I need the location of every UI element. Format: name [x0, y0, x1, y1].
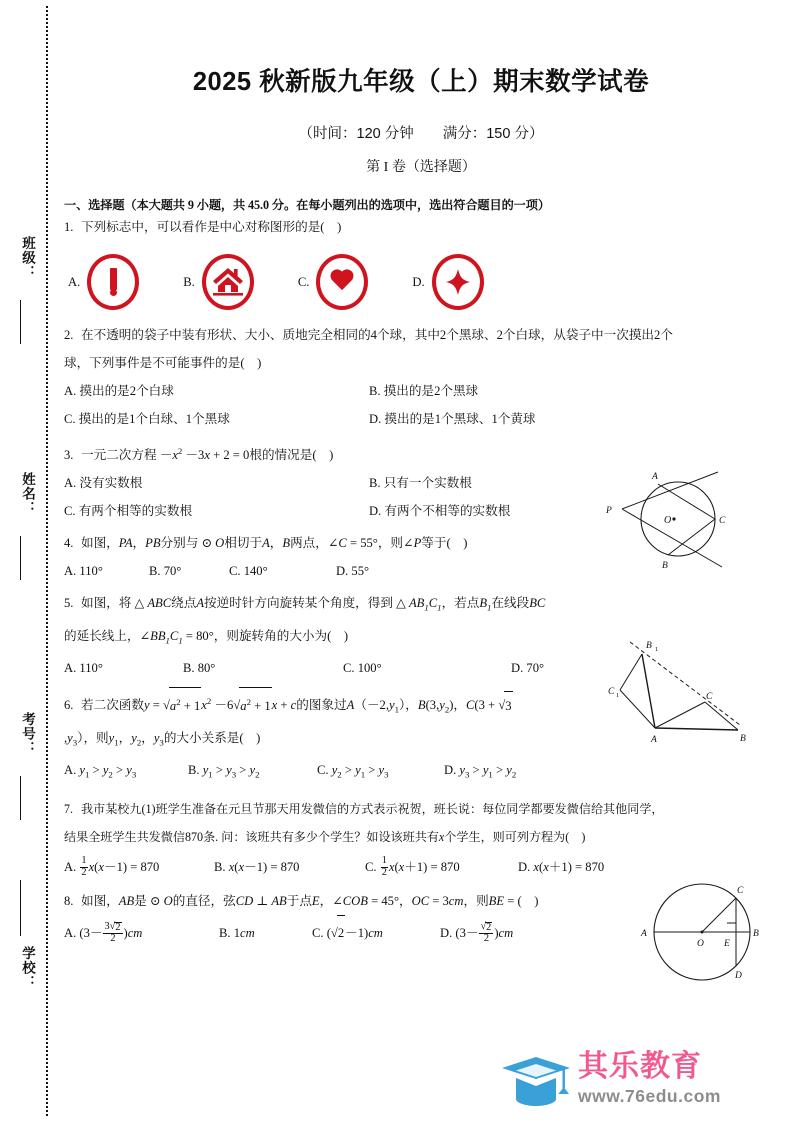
svg-text:C: C	[719, 516, 726, 526]
question-7-number: 7.	[64, 801, 74, 816]
q8-pre: 如图，	[81, 893, 119, 908]
q6-post: 的图象过	[296, 698, 347, 713]
q6-pt-c: C	[466, 698, 475, 713]
q8-perp: ⊥	[253, 893, 272, 908]
q8-val2: = 3	[429, 893, 449, 908]
svg-text:B: B	[662, 561, 668, 571]
svg-text:C: C	[706, 692, 713, 702]
margin-rule-exam-number	[20, 776, 21, 820]
svg-text:E: E	[724, 939, 730, 949]
question-2-stem-text-1: 在不透明的袋子中装有形状、大小、质地完全相同的4个球，其中2个黑球、2个白球，从袋子中一次摸出2个	[81, 328, 673, 342]
option-b[interactable]: B. 70°	[149, 564, 182, 579]
page-title: 2025 秋新版九年级（上）期末数学试卷	[192, 68, 650, 96]
q8-ab2: AB	[271, 893, 287, 908]
diamond-in-circle-icon	[432, 254, 484, 310]
q6-radical-2: $√a^2 + 1$	[233, 686, 271, 719]
margin-label-school: 学校：	[20, 946, 35, 990]
q6-pt-a: A	[346, 698, 355, 713]
svg-text:O: O	[697, 939, 704, 949]
q8-val: = 45°，	[367, 893, 412, 908]
svg-text:D: D	[735, 971, 742, 981]
margin-label-exam-number: 考号：	[20, 712, 35, 756]
q8-post: = ( )	[504, 893, 539, 908]
q5-ab1c1: $AB_1C_1$	[408, 596, 442, 613]
question-2-options	[64, 377, 780, 405]
brand-name-cn: 其乐教育	[578, 1050, 702, 1083]
option-b-label: B.	[183, 274, 195, 289]
q7-var-x: x	[438, 829, 445, 844]
q5-mid4: 在线段	[491, 596, 530, 611]
binding-margin	[0, 0, 58, 1122]
option-b[interactable]: B. $y_1 > y_3 > y_2$	[188, 763, 260, 780]
q4-val: = 55°，则∠	[346, 536, 414, 551]
footer-brand-logo	[500, 1052, 721, 1107]
q8-be: BE	[488, 893, 505, 908]
option-b[interactable]: B. 只有一个实数根	[369, 476, 472, 491]
q5-mid2: 按逆时针方向旋转某个角度，得到 △	[204, 596, 409, 611]
q6-pre: 若二次函数	[81, 698, 144, 713]
question-7-stem-line2	[64, 823, 780, 851]
q6-pt-b: B	[417, 698, 426, 713]
q4-post: 等于( )	[421, 536, 468, 551]
option-d[interactable]: D. 摸出的是1个黑球、1个黄球	[369, 412, 536, 426]
question-2-stem-line2: 球，下列事件是不可能事件的是( )	[64, 356, 262, 370]
option-c[interactable]: C. (√2－1)cm	[312, 915, 440, 950]
q5-b1: $B_1$	[479, 596, 492, 613]
svg-text:B: B	[753, 929, 759, 939]
option-a[interactable]: A. 摸出的是2个白球	[64, 384, 174, 398]
option-b[interactable]: B. 摸出的是2个黑球	[369, 384, 479, 398]
question-4-number: 4.	[64, 536, 74, 551]
question-7-stem-text-1: 我市某校九(1)班学生准备在元旦节那天用发微信的方式表示祝贺，班长说：每位同学都要发微信给其他同学，	[81, 801, 664, 816]
house-glyph	[211, 266, 245, 298]
question-3-stem-pre: 一元二次方程	[81, 448, 157, 463]
question-6-options	[64, 756, 780, 789]
option-a[interactable]: A. $\frac{1}{2}$ x(x－1) = 870	[64, 855, 160, 879]
q8-mid3: 于点	[286, 893, 312, 908]
question-1-option-c[interactable]	[298, 254, 369, 310]
q5-bc: BC	[529, 596, 546, 611]
question-2	[62, 321, 780, 433]
option-c[interactable]: C. $y_2 > y_1 > y_3$	[317, 763, 389, 780]
q4-pa: PA	[118, 536, 133, 551]
q4-a: A	[262, 536, 270, 551]
question-1-option-a[interactable]	[68, 254, 139, 310]
q8-o: O	[163, 893, 173, 908]
question-8-number: 8.	[64, 893, 74, 908]
option-b[interactable]: B. x(x－1) = 870	[214, 859, 300, 874]
option-c[interactable]: C. 有两个相等的实数根	[64, 504, 193, 519]
question-1-option-d[interactable]	[412, 254, 483, 310]
margin-label-class: 班级：	[20, 236, 35, 280]
brand-text-block	[578, 1052, 721, 1107]
svg-text:C: C	[608, 687, 615, 697]
graduation-cap-icon	[500, 1053, 572, 1107]
option-b[interactable]: B. 80°	[183, 661, 216, 676]
question-1-stem-text: 下列标志中，可以看作是中心对称图形的是( )	[81, 220, 342, 234]
svg-text:O: O	[664, 515, 672, 526]
svg-text:B: B	[740, 734, 746, 744]
question-5-number: 5.	[64, 596, 74, 611]
option-a[interactable]: A. (3－ $\frac{3√2}{2}$ )cm	[64, 921, 143, 945]
margin-label-name: 姓名：	[20, 472, 35, 516]
option-c[interactable]: C. 140°	[229, 564, 268, 579]
q4-mid2: 相切于	[224, 536, 263, 551]
q8-angle: ，∠	[319, 893, 343, 908]
q4-p: P	[413, 536, 422, 551]
margin-rule-name	[20, 536, 21, 580]
q5-abc: ABC	[147, 596, 172, 611]
question-1-stem	[64, 213, 780, 241]
exam-page-content	[62, 0, 780, 1122]
question-7	[62, 795, 780, 883]
q8-cm: cm	[448, 893, 464, 908]
question-1-number: 1.	[64, 220, 74, 234]
option-a[interactable]: A. $y_1 > y_2 > y_3$	[64, 763, 137, 780]
q6-eq: =	[149, 698, 163, 713]
option-c[interactable]: C. $\frac{1}{2}$ x(x＋1) = 870	[365, 855, 460, 879]
option-c[interactable]: C. 100°	[343, 661, 382, 676]
svg-text:P: P	[606, 506, 612, 516]
triangle-rotation-figure	[600, 626, 785, 746]
q8-ab: AB	[118, 893, 135, 908]
q8-mid: 是 ⊙	[134, 893, 164, 908]
q5-mid3: ，若点	[441, 596, 480, 611]
q8-cob: COB	[342, 893, 368, 908]
question-3-number: 3.	[64, 448, 74, 463]
option-a-label: A.	[68, 274, 81, 289]
question-2-stem-line1	[64, 321, 780, 349]
option-d[interactable]: D. (3－ $\frac{√2}{2}$ )cm	[440, 921, 514, 945]
svg-text:B: B	[646, 641, 652, 651]
exclamation-dot	[110, 289, 117, 296]
q4-mid3: 两点，∠	[290, 536, 339, 551]
question-3-stem-post: 根的情况是( )	[249, 448, 334, 463]
q5-pre: 如图，将 △	[81, 596, 148, 611]
q5-line2-val: = 80°，则旋转角的大小为( )	[182, 628, 349, 643]
option-d[interactable]: D. 55°	[336, 564, 370, 579]
svg-text:C: C	[737, 886, 744, 896]
question-3-stem	[64, 437, 780, 469]
q8-oc: OC	[411, 893, 430, 908]
q4-mid: 分别与 ⊙	[160, 536, 216, 551]
q4-pb: PB	[145, 536, 161, 551]
svg-text:A: A	[651, 735, 657, 745]
exclamation-in-circle-icon	[87, 254, 139, 310]
exclamation-bar	[110, 268, 117, 290]
option-d[interactable]: D. 有两个不相等的实数根	[369, 504, 511, 519]
option-a[interactable]: A. 110°	[64, 661, 103, 676]
q5-a: A	[196, 596, 205, 611]
margin-rule-class	[20, 300, 21, 344]
q4-c: C	[338, 536, 347, 551]
q5-line2-pre: 的延长线上，∠	[64, 628, 151, 643]
svg-text:1: 1	[655, 646, 659, 653]
question-1-option-b[interactable]	[183, 254, 254, 310]
option-d-label: D.	[412, 274, 425, 289]
q8-mid2: 的直径，弦	[172, 893, 236, 908]
q4-sep1: ，	[132, 536, 146, 551]
brand-website-url: www.76edu.com	[578, 1086, 721, 1106]
option-c[interactable]: C. 摸出的是1个白球、1个黑球	[64, 412, 230, 426]
q4-b: B	[282, 536, 291, 551]
circle-tangent-pa-pb-figure	[586, 466, 771, 574]
option-b[interactable]: B. 1cm	[219, 925, 255, 940]
q4-o: O	[215, 536, 225, 551]
perforation-dotted-line	[46, 6, 48, 1116]
question-5-stem-line1	[64, 589, 780, 622]
svg-text:1: 1	[616, 692, 620, 699]
option-c-label: C.	[297, 274, 310, 289]
q5-angle: $BB_1C_1$	[150, 628, 183, 646]
question-6-stem-line1: 6. 若二次函数$y = √a^2 + 1x^2 -6√a^2 + 1x + c$的图象过$A(-2,y_1)$，$B(3,y_2)$，C(3 + √3	[64, 686, 780, 724]
question-1-options	[64, 249, 780, 315]
section-heading: 一、选择题（本大题共 9 小题，共 45.0 分。在每小题列出的选项中，选出符合题目的一项）	[64, 198, 550, 212]
q8-cd: CD	[235, 893, 254, 908]
option-a[interactable]: A. 没有实数根	[64, 476, 143, 491]
question-7-stem-line1	[64, 795, 780, 823]
q4-sep2: ，	[269, 536, 283, 551]
option-d[interactable]: D. $y_3 > y_1 > y_2$	[444, 763, 517, 780]
svg-text:A: A	[652, 472, 658, 482]
q8-mid4: ，则	[463, 893, 489, 908]
q6-radical-1: $√a^2 + 1$	[163, 686, 201, 719]
q8-e: E	[311, 893, 320, 908]
q7-line2-pre: 结果全班学生共发微信870条. 问：该班共有多少个学生？如设该班共有	[64, 829, 439, 844]
q7-line2-post: 个学生，则可列方程为( )	[444, 829, 586, 844]
question-1	[62, 213, 780, 315]
heart-glyph	[329, 270, 355, 294]
option-d[interactable]: D. x(x＋1) = 870	[518, 859, 605, 874]
diamond-glyph	[445, 268, 471, 296]
q4-pre: 如图，	[81, 536, 119, 551]
question-2-number: 2.	[64, 328, 74, 342]
house-in-circle-icon	[202, 254, 254, 310]
question-6-number: 6.	[64, 698, 74, 713]
section-label: 第 I 卷（选择题）	[366, 160, 476, 175]
circle-diameter-chord-figure	[638, 876, 783, 992]
paper-subtitle: （时间：120 分钟 满分：150 分）	[298, 126, 544, 142]
heart-in-circle-icon	[316, 254, 368, 310]
option-a[interactable]: A. 110°	[64, 564, 103, 579]
question-6-stem-line2: $,y_3$），则$y_1$，$y_2$，$y_3$的大小关系是( )	[64, 730, 261, 748]
margin-rule-school	[20, 880, 21, 936]
question-3-expression: $-x^2 -3x + 2 = 0$	[156, 446, 250, 463]
q6-y: y	[143, 698, 150, 713]
option-d[interactable]: D. 70°	[511, 661, 545, 676]
q5-mid: 绕点	[171, 596, 197, 611]
svg-text:A: A	[641, 929, 647, 939]
